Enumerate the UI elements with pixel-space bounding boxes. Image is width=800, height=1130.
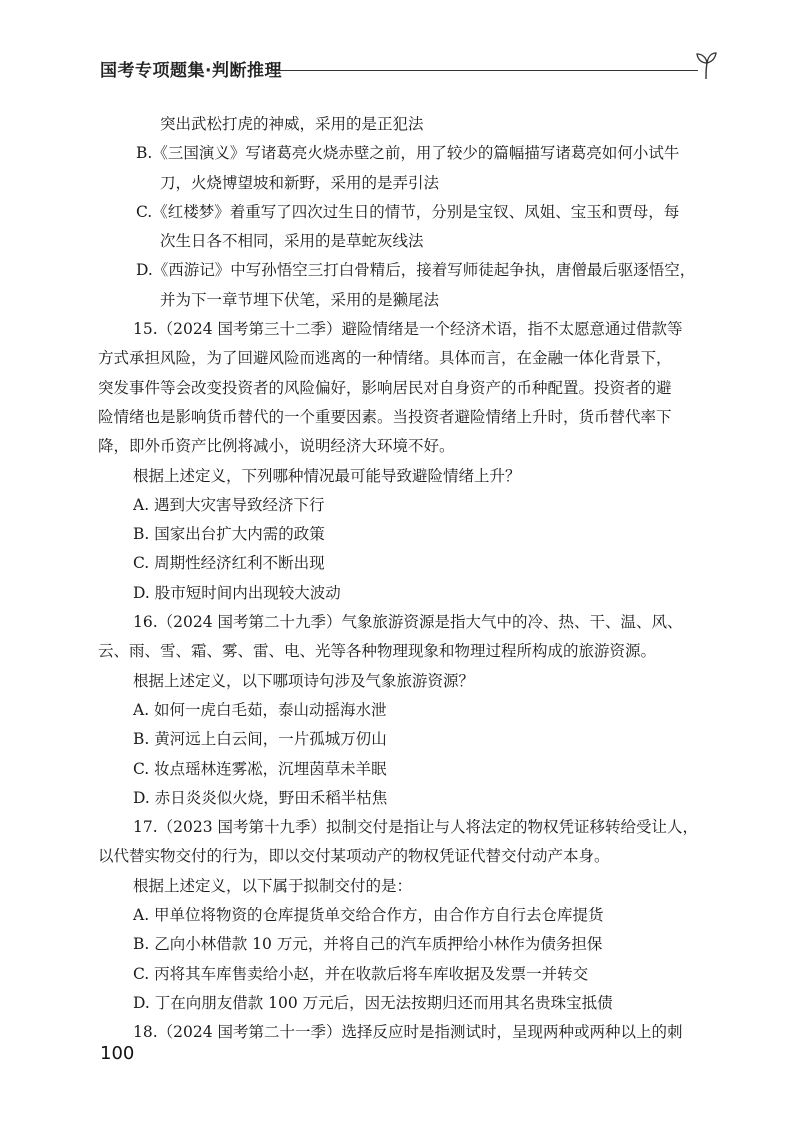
question-18: 18.（2024 国考第二十一季）选择反应时是指测试时，呈现两种或两种以上的刺 (133, 1023, 683, 1042)
option-b: B. 黄河远上白云间，一片孤城万仞山 (133, 730, 387, 749)
running-header (100, 50, 720, 90)
option-c: C. 妆点瑶林连雾凇，沉埋茵草未羊眠 (133, 759, 387, 778)
question-16: 16.（2024 国考第二十九季）气象旅游资源是指大气中的冷、热、干、温、风、 (133, 613, 683, 632)
question-15: 15.（2024 国考第三十二季）避险情绪是一个经济术语，指不太愿意通过借款等 (133, 320, 683, 339)
text-line: 以代替实物交付的行为，即以交付某项动产的物权凭证代替交付动产本身。 (98, 847, 610, 866)
text-line: 降，即外币资产比例将减小，说明经济大环境不好。 (98, 437, 455, 456)
option-b: B.《三国演义》写诸葛亮火烧赤壁之前，用了较少的篇幅描写诸葛亮如何小试牛 (136, 144, 680, 163)
header-title: 国考专项题集·判断推理 (100, 61, 282, 81)
question-17: 17.（2023 国考第十九季）拟制交付是指让与人将法定的物权凭证移转给受让人， (133, 818, 699, 837)
option-d: D. 丁在向朋友借款 100 万元后，因无法按期归还而用其名贵珠宝抵债 (133, 993, 613, 1012)
question-prompt: 根据上述定义，以下哪项诗句涉及气象旅游资源？ (133, 671, 475, 690)
option-b: B. 国家出台扩大内需的政策 (133, 525, 325, 544)
text-line: 并为下一章节埋下伏笔，采用的是獭尾法 (160, 290, 440, 309)
option-c: C. 周期性经济红利不断出现 (133, 554, 325, 573)
option-a: A. 如何一虎白毛茹，泰山动摇海水泄 (133, 700, 387, 719)
option-d: D. 股市短时间内出现较大波动 (133, 583, 341, 602)
page-number: 100 (100, 1043, 135, 1064)
option-a: A. 遇到大灾害导致经济下行 (133, 495, 325, 514)
question-prompt: 根据上述定义，下列哪种情况最可能导致避险情绪上升？ (133, 466, 521, 485)
text-line: 刀，火烧博望坡和新野，采用的是弄引法 (160, 173, 440, 192)
text-line: 突出武松打虎的神威，采用的是正犯法 (160, 115, 424, 133)
header-rule (270, 70, 698, 71)
option-c: C. 丙将其车库售卖给小赵，并在收款后将车库收据及发票一并转交 (133, 964, 589, 983)
option-b: B. 乙向小林借款 10 万元，并将自己的汽车质押给小林作为债务担保 (133, 935, 603, 954)
text-line: 次生日各不相同，采用的是草蛇灰线法 (160, 232, 424, 251)
text-line: 突发事件等会改变投资者的风险偏好，影响居民对自身资产的币种配置。投资者的避 (98, 378, 672, 397)
text-line: 险情绪也是影响货币替代的一个重要因素。当投资者避险情绪上升时，货币替代率下 (98, 407, 672, 426)
sprout-icon (692, 50, 720, 80)
text-line: 云、雨、雪、霜、雾、雷、电、光等各种物理现象和物理过程所构成的旅游资源。 (98, 642, 657, 661)
option-d: D.《西游记》中写孙悟空三打白骨精后，接着写师徒起争执，唐僧最后驱逐悟空， (136, 261, 696, 280)
option-d: D. 赤日炎炎似火烧，野田禾稻半枯焦 (133, 788, 388, 807)
option-a: A. 甲单位将物资的仓库提货单交给合作方，由合作方自行去仓库提货 (133, 906, 604, 925)
text-line: 方式承担风险，为了回避风险而逃离的一种情绪。具体而言，在金融一体化背景下， (98, 349, 672, 368)
page-body (98, 110, 708, 1048)
question-prompt: 根据上述定义，以下属于拟制交付的是： (133, 876, 413, 895)
option-c: C.《红楼梦》着重写了四次过生日的情节，分别是宝钗、凤姐、宝玉和贾母，每 (136, 202, 680, 221)
